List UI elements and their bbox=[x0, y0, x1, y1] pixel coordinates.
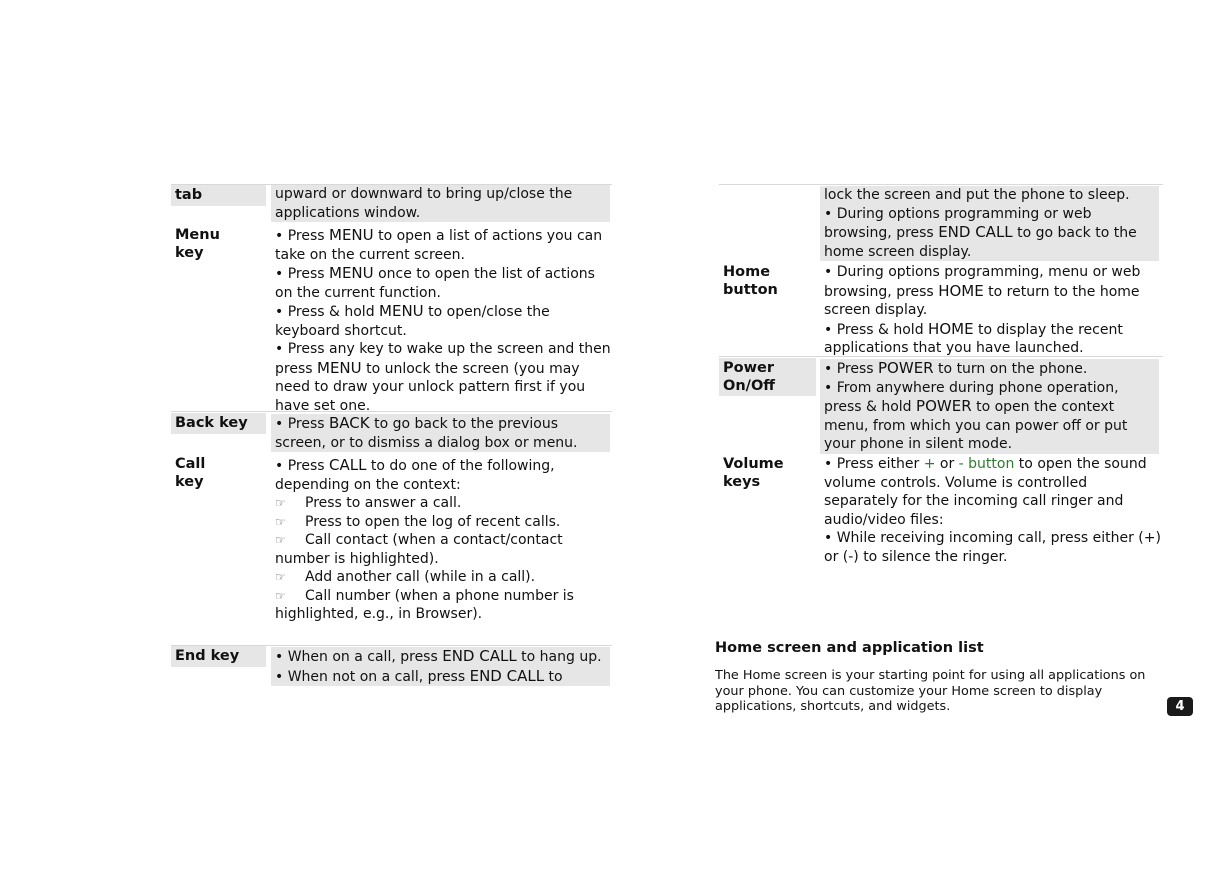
pointing-hand-icon: ☞ bbox=[275, 496, 286, 510]
section-body: The Home screen is your starting point for using all applications on your phone. You can customize your Home screen to display applications, shortcuts, and widgets. bbox=[715, 668, 1146, 714]
end-item-1: • When on a call, press END CALL to hang up. bbox=[275, 647, 602, 665]
home-button-label: Home button bbox=[723, 264, 778, 298]
power-row-rule bbox=[719, 356, 1163, 357]
back-row-rule bbox=[171, 411, 612, 412]
end-item-2: • When not on a call, press END CALL to bbox=[275, 666, 563, 685]
end-key-continued: lock the screen and put the phone to sleep. • During options programming or web browsing, press END CALL to go back to the home screen display. bbox=[820, 186, 1159, 261]
pointing-hand-icon: ☞ bbox=[275, 514, 286, 529]
section-title: Home screen and application list bbox=[715, 640, 984, 656]
back-key-description: • Press BACK to go back to the previous screen, or to dismiss a dialog box or menu. bbox=[271, 414, 610, 452]
home-button-description bbox=[820, 263, 1168, 358]
right-top-rule bbox=[719, 184, 1163, 185]
menu-item-1: • Press MENU to open a list of actions you can take on the current screen. bbox=[275, 226, 603, 263]
menu-item-4: • Press any key to wake up the screen and then press MENU to unlock the screen (you may need to draw your unlock pattern first if you have set one. bbox=[275, 341, 611, 414]
home-item-1: • During options programming, menu or web browsing, press HOME to return to the home screen display. bbox=[824, 264, 1141, 318]
menu-key-description bbox=[271, 226, 616, 415]
home-item-2: • Press & hold HOME to display the recent applications that you have launched. bbox=[824, 319, 1123, 356]
power-item-2: • From anywhere during phone operation, press & hold POWER to open the context menu, from which you can power off or put your phone in silent mode. bbox=[824, 379, 1128, 452]
call-sub-5: ☞ Call number (when a phone number is highlighted, e.g., in Browser). bbox=[275, 587, 574, 622]
call-sub-3: ☞ Call contact (when a contact/contact number is highlighted). bbox=[275, 532, 563, 567]
call-sub-2: ☞ Press to open the log of recent calls. bbox=[275, 513, 561, 530]
call-key-label: Call key bbox=[175, 456, 206, 490]
minus-button-label: - button bbox=[958, 456, 1015, 472]
tab-label: tab bbox=[171, 185, 266, 206]
tab-description: upward or downward to bring up/close the applications window. bbox=[271, 185, 610, 222]
end-key-description bbox=[271, 647, 610, 686]
page-number-badge: 4 bbox=[1167, 697, 1193, 716]
plus-label: + bbox=[923, 456, 936, 472]
call-intro: • Press CALL to do one of the following, depending on the context: bbox=[275, 456, 555, 493]
end-key-label: End key bbox=[171, 646, 266, 667]
pointing-hand-icon: ☞ bbox=[275, 588, 286, 603]
menu-item-2: • Press MENU once to open the list of actions on the current function. bbox=[275, 264, 595, 301]
volume-keys-label: Volume keys bbox=[723, 456, 784, 490]
power-item-1: • Press POWER to turn on the phone. bbox=[824, 359, 1088, 377]
volume-keys-description: • Press either + or - button to open the sound volume controls. Volume is controlled separately for the incoming call ringer and audio/video files: • While receiving incoming call, press either (+) or (-) to silence the ringer. bbox=[824, 456, 1161, 565]
menu-key-label: Menu key bbox=[175, 227, 220, 261]
call-sub-4: ☞ Add another call (while in a call). bbox=[275, 569, 536, 585]
pointing-hand-icon: ☞ bbox=[275, 570, 286, 584]
power-description bbox=[820, 359, 1159, 454]
menu-item-3: • Press & hold MENU to open/close the keyboard shortcut. bbox=[275, 302, 550, 339]
pointing-hand-icon: ☞ bbox=[275, 533, 286, 547]
call-sub-1: ☞ Press to answer a call. bbox=[275, 495, 462, 511]
back-key-label: Back key bbox=[171, 413, 266, 434]
call-key-description bbox=[271, 456, 616, 624]
power-label: Power On/Off bbox=[719, 358, 816, 396]
